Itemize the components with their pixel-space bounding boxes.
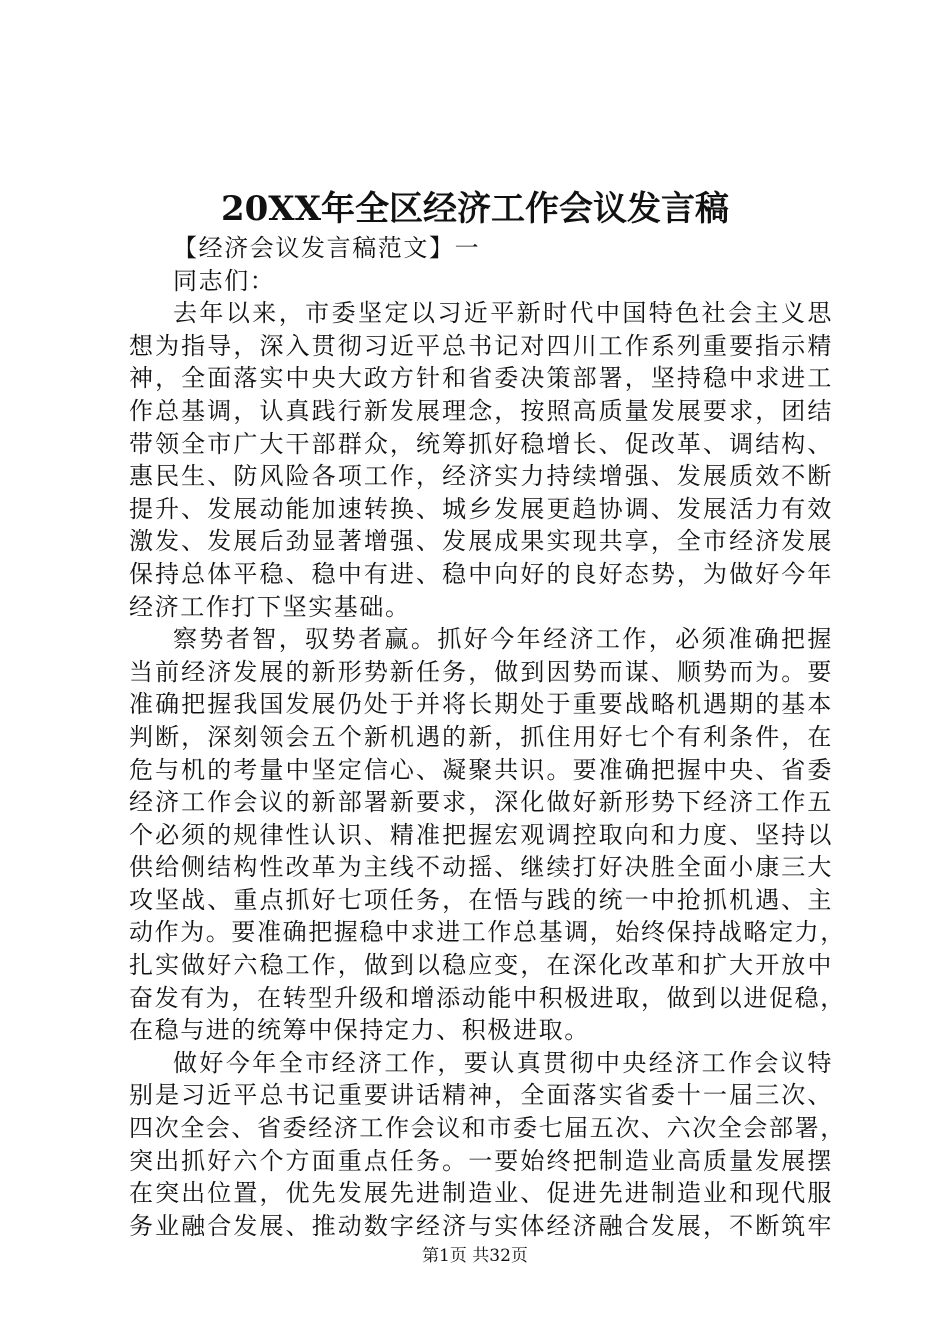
text-line: 想为指导，深入贯彻习近平总书记对四川工作系列重要指示精 [129, 331, 833, 360]
text-line: 供给侧结构性改革为主线不动摇、继续打好决胜全面小康三大 [129, 853, 833, 882]
text-line: 当前经济发展的新形势新任务，做到因势而谋、顺势而为。要 [129, 657, 833, 686]
text-line: 【经济会议发言稿范文】一 [173, 234, 481, 262]
text-line: 四次全会、省委经济工作会议和市委七届五次、六次全会部署， [129, 1114, 846, 1143]
text-line: 扎实做好六稳工作，做到以稳应变，在深化改革和扩大开放中 [129, 951, 833, 980]
text-line: 准确把握我国发展仍处于并将长期处于重要战略机遇期的基本 [129, 690, 833, 719]
text-line: 别是习近平总书记重要讲话精神，全面落实省委十一届三次、 [129, 1081, 833, 1110]
text-line: 同志们： [173, 266, 276, 295]
text-line: 在稳与进的统筹中保持定力、积极进取。 [129, 1016, 590, 1045]
document-body [129, 232, 846, 1242]
text-line: 去年以来，市委坚定以习近平新时代中国特色社会主义思 [173, 299, 833, 328]
text-line: 危与机的考量中坚定信心、凝聚共识。要准确把握中央、省委 [129, 755, 833, 784]
text-line: 经济工作会议的新部署新要求，深化做好新形势下经济工作五 [129, 788, 833, 817]
text-line: 奋发有为，在转型升级和增添动能中积极进取，做到以进促稳， [129, 983, 846, 1012]
text-line: 神，全面落实中央大政方针和省委决策部署，坚持稳中求进工 [129, 364, 833, 393]
text-line: 务业融合发展、推动数字经济与实体经济融合发展，不断筑牢 [129, 1211, 833, 1240]
text-line: 提升、发展动能加速转换、城乡发展更趋协调、发展活力有效 [129, 494, 833, 523]
document-title: 20XX年全区经济工作会议发言稿 [220, 189, 730, 229]
text-line: 带领全市广大干部群众，统筹抓好稳增长、促改革、调结构、 [129, 429, 833, 458]
text-line: 作总基调，认真践行新发展理念，按照高质量发展要求，团结 [129, 396, 833, 425]
text-line: 惠民生、防风险各项工作，经济实力持续增强、发展质效不断 [129, 462, 833, 491]
text-line: 攻坚战、重点抓好七项任务，在悟与践的统一中抢抓机遇、主 [129, 885, 833, 914]
text-line: 在突出位置，优先发展先进制造业、促进先进制造业和现代服 [129, 1179, 833, 1208]
text-line: 个必须的规律性认识、精准把握宏观调控取向和力度、坚持以 [129, 820, 833, 849]
text-line: 保持总体平稳、稳中有进、稳中向好的良好态势，为做好今年 [129, 559, 833, 588]
text-line: 激发、发展后劲显著增强、发展成果实现共享，全市经济发展 [129, 527, 833, 556]
text-line: 动作为。要准确把握稳中求进工作总基调，始终保持战略定力， [129, 918, 846, 947]
text-line: 判断，深刻领会五个新机遇的新，抓住用好七个有利条件，在 [129, 722, 833, 751]
text-line: 突出抓好六个方面重点任务。一要始终把制造业高质量发展摆 [129, 1146, 833, 1175]
text-line: 察势者智，驭势者赢。抓好今年经济工作，必须准确把握 [173, 625, 833, 654]
text-line: 做好今年全市经济工作，要认真贯彻中央经济工作会议特 [173, 1048, 833, 1077]
text-line: 经济工作打下坚实基础。 [129, 592, 411, 621]
page-footer: 第1页 共32页 [422, 1246, 528, 1266]
